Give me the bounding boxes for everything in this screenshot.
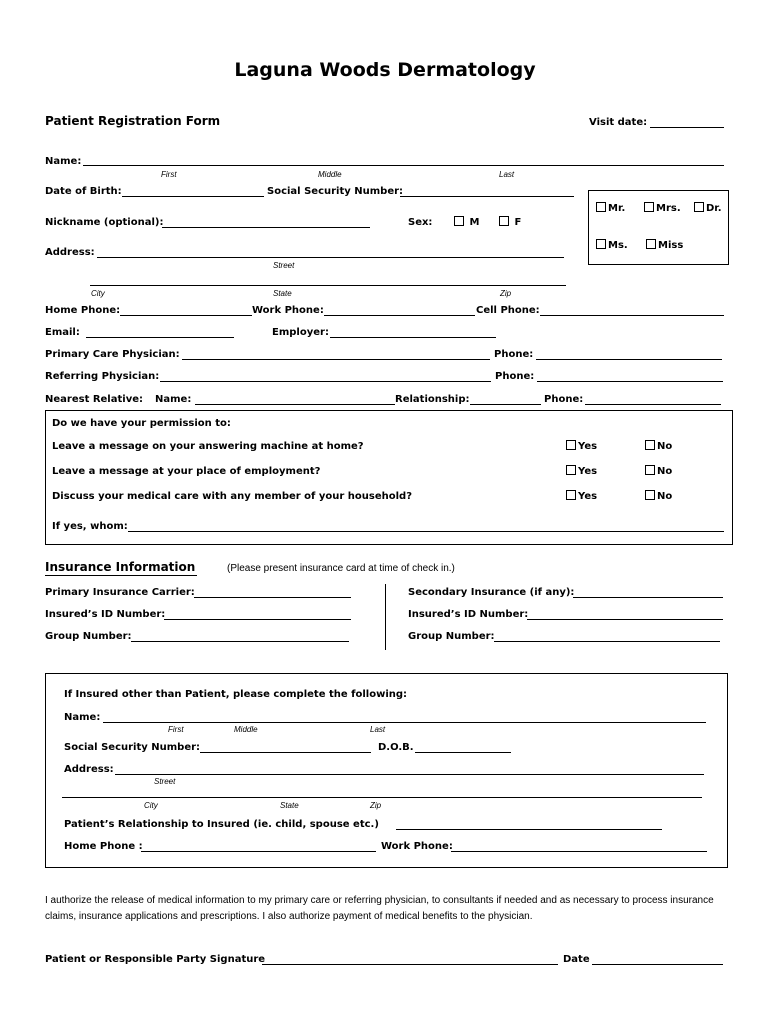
relative-phone-field[interactable] bbox=[585, 404, 721, 405]
checkbox-icon bbox=[454, 216, 464, 226]
pcp-phone-label: Phone: bbox=[494, 349, 534, 360]
work-phone-field[interactable] bbox=[324, 315, 475, 316]
last-caption: Last bbox=[370, 725, 386, 734]
signature-field[interactable] bbox=[262, 964, 558, 965]
insured-name-field[interactable] bbox=[103, 722, 706, 723]
insured-street-field[interactable] bbox=[115, 774, 704, 775]
nickname-field[interactable] bbox=[162, 227, 370, 228]
ssn-field[interactable] bbox=[400, 196, 574, 197]
referring-field[interactable] bbox=[160, 381, 491, 382]
title-mr[interactable]: Mr. bbox=[596, 202, 625, 214]
insured-other-heading: If Insured other than Patient, please complete the following: bbox=[64, 689, 408, 700]
referring-phone-label: Phone: bbox=[495, 371, 535, 382]
secondary-carrier-label: Secondary Insurance (if any): bbox=[408, 587, 575, 598]
street-caption: Street bbox=[273, 261, 295, 270]
last-caption: Last bbox=[499, 170, 515, 179]
permission-heading: Do we have your permission to: bbox=[52, 418, 231, 429]
pcp-field[interactable] bbox=[182, 359, 490, 360]
secondary-carrier-field[interactable] bbox=[573, 597, 723, 598]
primary-carrier-label: Primary Insurance Carrier: bbox=[45, 587, 195, 598]
home-phone-label: Home Phone: bbox=[45, 305, 121, 316]
relative-name-field[interactable] bbox=[195, 404, 395, 405]
relationship-field[interactable] bbox=[470, 404, 541, 405]
page-title: Laguna Woods Dermatology bbox=[234, 59, 536, 81]
state-caption: State bbox=[280, 801, 299, 810]
checkbox-icon bbox=[566, 490, 576, 500]
checkbox-icon bbox=[566, 440, 576, 450]
permission-question: Leave a message on your answering machine at home? bbox=[52, 441, 364, 452]
form-title: Patient Registration Form bbox=[45, 114, 221, 128]
yes-option[interactable]: Yes bbox=[566, 465, 597, 477]
no-option[interactable]: No bbox=[645, 440, 672, 452]
primary-group-label: Group Number: bbox=[45, 631, 132, 642]
primary-id-field[interactable] bbox=[164, 619, 351, 620]
cell-phone-field[interactable] bbox=[540, 315, 724, 316]
home-phone-field[interactable] bbox=[120, 315, 252, 316]
name-field[interactable] bbox=[83, 165, 724, 166]
secondary-group-label: Group Number: bbox=[408, 631, 495, 642]
referring-label: Referring Physician: bbox=[45, 371, 160, 382]
insurance-note: (Please present insurance card at time of check in.) bbox=[227, 563, 455, 574]
referring-phone-field[interactable] bbox=[537, 381, 723, 382]
if-yes-field[interactable] bbox=[128, 531, 724, 532]
insured-dob-label: D.O.B. bbox=[378, 742, 414, 753]
yes-option[interactable]: Yes bbox=[566, 440, 597, 452]
permission-question: Leave a message at your place of employment? bbox=[52, 466, 321, 477]
street-field[interactable] bbox=[97, 257, 564, 258]
sex-label: Sex: bbox=[408, 217, 433, 228]
title-dr[interactable]: Dr. bbox=[694, 202, 722, 214]
checkbox-icon bbox=[596, 202, 606, 212]
cell-phone-label: Cell Phone: bbox=[476, 305, 540, 316]
insurance-heading-underline bbox=[45, 575, 197, 576]
city-state-zip-field[interactable] bbox=[90, 285, 566, 286]
insured-address-label: Address: bbox=[64, 764, 114, 775]
yes-option[interactable]: Yes bbox=[566, 490, 597, 502]
insured-city-state-zip-field[interactable] bbox=[62, 797, 702, 798]
no-option[interactable]: No bbox=[645, 465, 672, 477]
checkbox-icon bbox=[596, 239, 606, 249]
secondary-group-field[interactable] bbox=[494, 641, 720, 642]
checkbox-icon bbox=[644, 202, 654, 212]
checkbox-icon bbox=[645, 440, 655, 450]
authorization-line-2: claims, insurance applications and prescriptions. I also authorize payment of medical benefits to the physician. bbox=[45, 911, 533, 922]
checkbox-icon bbox=[694, 202, 704, 212]
dob-field[interactable] bbox=[122, 196, 264, 197]
ssn-label: Social Security Number: bbox=[267, 186, 404, 197]
primary-group-field[interactable] bbox=[131, 641, 349, 642]
email-field[interactable] bbox=[86, 337, 234, 338]
primary-carrier-field[interactable] bbox=[194, 597, 351, 598]
sex-m-option[interactable]: M bbox=[454, 216, 479, 228]
title-mrs[interactable]: Mrs. bbox=[644, 202, 681, 214]
checkbox-icon bbox=[645, 465, 655, 475]
insurance-divider bbox=[385, 584, 386, 650]
permission-box bbox=[45, 410, 733, 545]
insured-ssn-label: Social Security Number: bbox=[64, 742, 201, 753]
employer-label: Employer: bbox=[272, 327, 329, 338]
relative-phone-label: Phone: bbox=[544, 394, 584, 405]
insured-name-label: Name: bbox=[64, 712, 101, 723]
checkbox-icon bbox=[646, 239, 656, 249]
street-caption: Street bbox=[154, 777, 176, 786]
insured-home-phone-field[interactable] bbox=[141, 851, 376, 852]
middle-caption: Middle bbox=[318, 170, 342, 179]
signature-label: Patient or Responsible Party Signature bbox=[45, 954, 266, 965]
signature-date-field[interactable] bbox=[592, 964, 723, 965]
state-caption: State bbox=[273, 289, 292, 298]
secondary-id-label: Insured’s ID Number: bbox=[408, 609, 529, 620]
pcp-label: Primary Care Physician: bbox=[45, 349, 180, 360]
if-yes-label: If yes, whom: bbox=[52, 521, 128, 532]
secondary-id-field[interactable] bbox=[527, 619, 723, 620]
primary-id-label: Insured’s ID Number: bbox=[45, 609, 166, 620]
sex-f-option[interactable]: F bbox=[499, 216, 521, 228]
employer-field[interactable] bbox=[330, 337, 496, 338]
insured-dob-field[interactable] bbox=[415, 752, 511, 753]
permission-question: Discuss your medical care with any member of your household? bbox=[52, 491, 413, 502]
title-ms[interactable]: Ms. bbox=[596, 239, 628, 251]
insured-other-box bbox=[45, 673, 728, 868]
insured-relationship-field[interactable] bbox=[396, 829, 662, 830]
first-caption: First bbox=[161, 170, 177, 179]
checkbox-icon bbox=[645, 490, 655, 500]
first-caption: First bbox=[168, 725, 184, 734]
pcp-phone-field[interactable] bbox=[536, 359, 722, 360]
email-label: Email: bbox=[45, 327, 80, 338]
authorization-line-1: I authorize the release of medical information to my primary care or referring physician, to consultants if needed and as necessary to process insurance bbox=[45, 895, 714, 906]
dob-label: Date of Birth: bbox=[45, 186, 122, 197]
insured-relationship-label: Patient’s Relationship to Insured (ie. child, spouse etc.) bbox=[64, 819, 379, 830]
nickname-label: Nickname (optional): bbox=[45, 217, 164, 228]
insured-home-phone-label: Home Phone : bbox=[64, 841, 143, 852]
work-phone-label: Work Phone: bbox=[252, 305, 324, 316]
insured-work-phone-label: Work Phone: bbox=[381, 841, 453, 852]
insured-work-phone-field[interactable] bbox=[451, 851, 707, 852]
visit-date-field[interactable] bbox=[650, 127, 724, 128]
zip-caption: Zip bbox=[500, 289, 512, 298]
address-label: Address: bbox=[45, 247, 95, 258]
city-caption: City bbox=[144, 801, 158, 810]
checkbox-icon bbox=[499, 216, 509, 226]
checkbox-icon bbox=[566, 465, 576, 475]
relationship-label: Relationship: bbox=[395, 394, 470, 405]
insurance-heading: Insurance Information bbox=[45, 560, 196, 574]
title-miss[interactable]: Miss bbox=[646, 239, 683, 251]
nearest-relative-label: Nearest Relative: bbox=[45, 394, 143, 405]
signature-date-label: Date bbox=[563, 954, 590, 965]
relative-name-label: Name: bbox=[155, 394, 192, 405]
visit-date-label: Visit date: bbox=[589, 117, 648, 128]
middle-caption: Middle bbox=[234, 725, 258, 734]
insured-ssn-field[interactable] bbox=[200, 752, 371, 753]
zip-caption: Zip bbox=[370, 801, 382, 810]
name-label: Name: bbox=[45, 156, 82, 167]
city-caption: City bbox=[91, 289, 105, 298]
no-option[interactable]: No bbox=[645, 490, 672, 502]
